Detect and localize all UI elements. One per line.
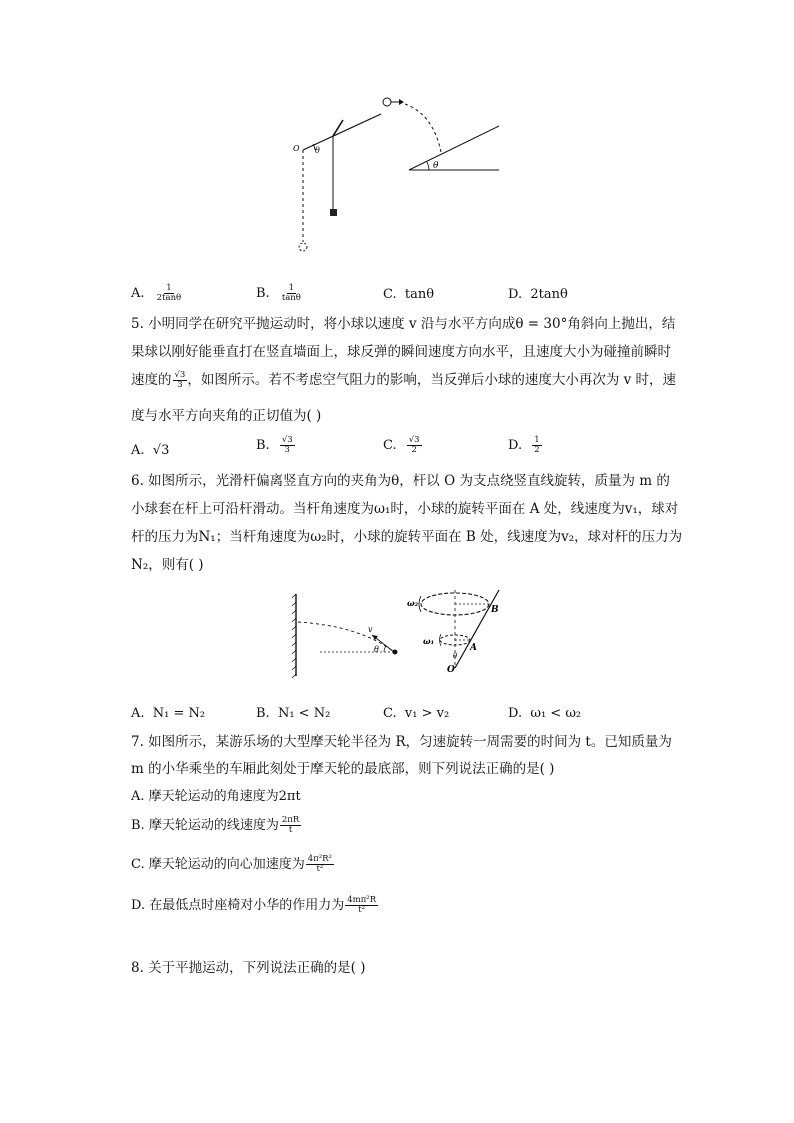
q5-line-2: 果球以刚好能垂直打在竖直墙面上，球反弹的瞬间速度方向水平，且速度大小为碰撞前瞬时 (131, 344, 671, 360)
q5-line-3: 速度的 $\frac{√3}{3}$ ，如图所示。若不考虑空气阻力的影响，当反弹后小球的速度大小再次为 v 时，速 (131, 370, 677, 390)
fig3-omega2-label: ω₂ (407, 598, 419, 608)
q4-option-b[interactable]: B. $\frac{1}{\tan\theta}$ (256, 283, 301, 303)
fig3-omega1-label: ω₁ (423, 636, 435, 646)
q4-option-d[interactable]: D. 2tanθ (508, 287, 568, 302)
fig3-theta-label: θ (453, 652, 458, 660)
q4-option-a-fraction: $\frac{1}{2\tan\theta}$ (156, 283, 182, 303)
fig1-o-label: O (293, 144, 300, 153)
fig3-b-label: B (491, 605, 499, 615)
q5-option-b[interactable]: B. $\frac{√3}{3}$ (256, 435, 293, 455)
fig1-theta-label: θ (315, 146, 320, 155)
q4-option-a[interactable]: A. $\frac{1}{2\tan\theta}$ (131, 283, 182, 303)
q5-line-1: 5. 小明同学在研究平抛运动时，将小球以速度 v 沿与水平方向成θ = 30°角斜向上抛出，结 (131, 316, 676, 332)
q4-option-b-fraction: $\frac{1}{\tan\theta}$ (281, 283, 301, 303)
q7-line-1: 7. 如图所示，某游乐场的大型摩天轮半径为 R，匀速旋转一周需要的时间为 t。已知质量为 (131, 734, 672, 750)
figure-wall-rebound (290, 590, 405, 680)
q7-option-d-fraction: $\frac{\text{4mπ²R}}{\text{t²}}$ (347, 895, 377, 915)
q7-option-c-fraction: $\frac{\text{4π²R²}}{\text{t²}}$ (307, 854, 332, 874)
q5-option-c[interactable]: C. $\frac{√3}{2}$ (383, 435, 420, 455)
q6-line-1: 6. 如图所示，光滑杆偏离竖直方向的夹角为θ，杆以 O 为支点绕竖直线旋转，质量为 m 的 (131, 473, 670, 489)
q6-option-a[interactable]: A. N₁ = N₂ (131, 706, 206, 721)
q7-option-a[interactable]: A. 摩天轮运动的角速度为2πt (131, 789, 301, 804)
q6-line-3: 杆的压力为N₁；当杆角速度为ω₂时，小球的旋转平面在 B 处，线速度为v₂，球对杆的压力为 (131, 529, 683, 545)
q6-option-d[interactable]: D. ω₁ < ω₂ (508, 706, 582, 721)
fig2-theta-label: θ (374, 645, 379, 654)
q5-option-b-fraction: $\frac{√3}{3}$ (281, 435, 293, 455)
fig1-incline-theta: θ (433, 161, 439, 171)
q6-line-2: 小球套在杆上可沿杆滑动。当杆角速度为ω₁时，小球的旋转平面在 A 处，线速度为v₁，球对 (131, 501, 679, 517)
q7-option-d[interactable]: D. 在最低点时座椅对小华的作用力为 $\frac{\text{4mπ²R}}{\text{t²}}$ (131, 895, 377, 915)
q5-option-c-fraction: $\frac{√3}{2}$ (408, 435, 420, 455)
q5-option-d[interactable]: D. $\frac{1}{2}$ (508, 435, 540, 455)
q7-option-c[interactable]: C. 摩天轮运动的向心加速度为 $\frac{\text{4π²R²}}{\text{t²}}$ (131, 854, 332, 874)
q5-option-d-fraction: $\frac{1}{2}$ (534, 435, 540, 455)
q5-line-4: 度与水平方向夹角的正切值为( ) (131, 408, 322, 424)
q6-line-4: N₂，则有( ) (131, 557, 204, 573)
q8-line-1: 8. 关于平抛运动，下列说法正确的是( ) (131, 960, 366, 976)
fig3-o-label: O (447, 665, 455, 675)
q7-line-2: m 的小华乘坐的车厢此刻处于摩天轮的最底部，则下列说法正确的是( ) (131, 761, 555, 777)
fig3-a-label: A (470, 643, 477, 653)
q6-option-c[interactable]: C. v₁ > v₂ (383, 706, 450, 721)
q5-option-a[interactable]: A. √3 (131, 443, 170, 458)
q5-ratio-fraction: $\frac{√3}{3}$ (174, 370, 186, 390)
figure-rotating-rod (405, 584, 515, 676)
fig2-v-label: v (368, 625, 373, 634)
q4-option-c[interactable]: C. tanθ (383, 287, 435, 302)
q6-option-b[interactable]: B. N₁ < N₂ (256, 706, 331, 721)
q7-option-b[interactable]: B. 摩天轮运动的线速度为 $\frac{2\pi R}{t}$ (131, 815, 300, 835)
q7-option-b-fraction: $\frac{2\pi R}{t}$ (281, 815, 300, 835)
figure-projectile-incline (285, 92, 515, 258)
